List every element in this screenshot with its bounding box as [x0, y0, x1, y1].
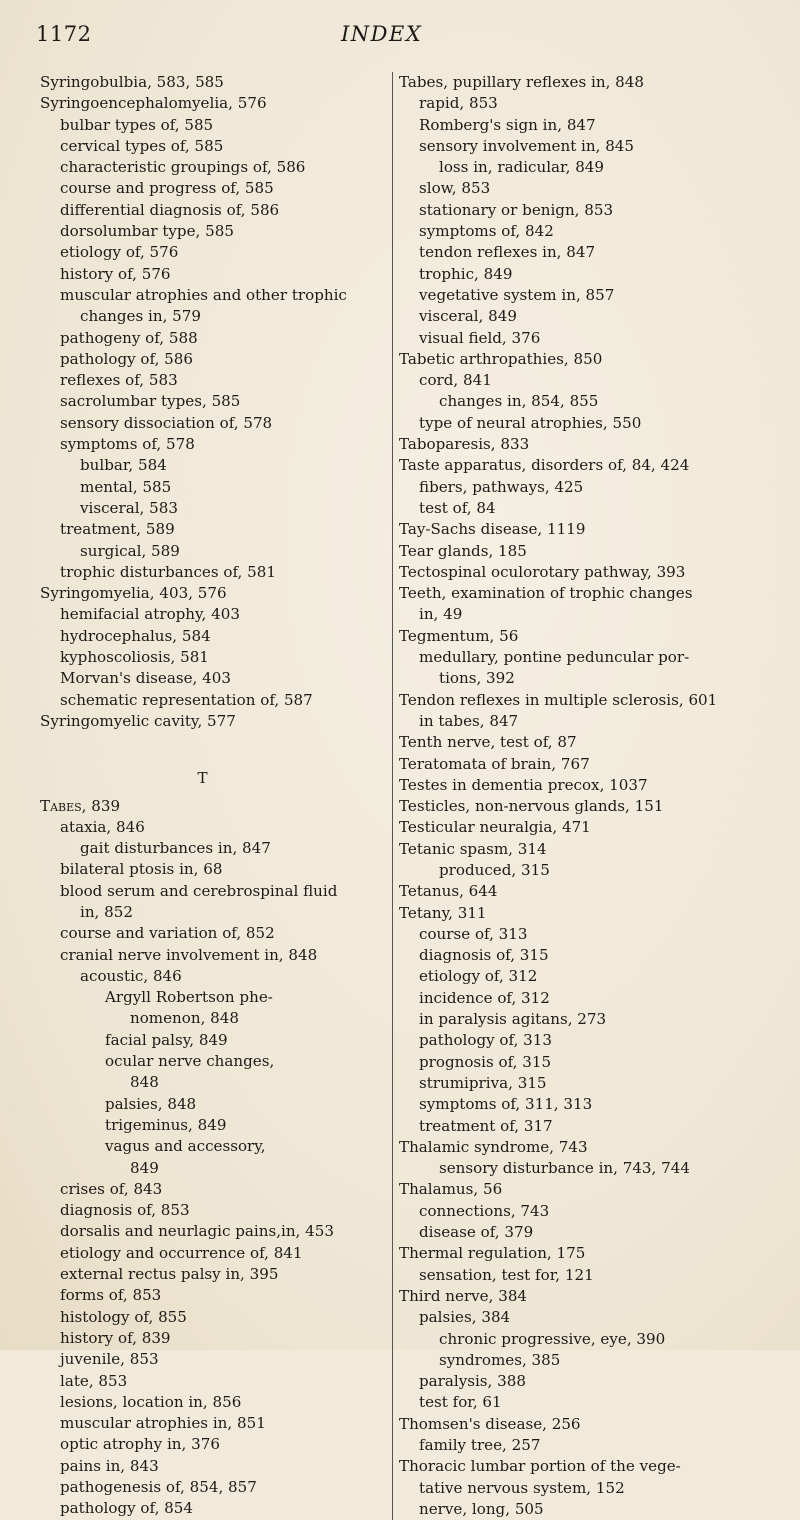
- index-subentry: visceral, 583: [80, 498, 178, 517]
- page-header: [36, 22, 780, 50]
- index-subentry: forms of, 853: [60, 1286, 162, 1305]
- index-subentry: disease of, 379: [419, 1223, 534, 1242]
- index-subentry: strumipriva, 315: [419, 1073, 547, 1092]
- index-subentry: acoustic, 846: [80, 966, 182, 985]
- index-heading: Syringomyelic cavity, 577: [40, 711, 236, 730]
- index-subentry: Romberg's sign in, 847: [419, 115, 596, 134]
- index-subentry: stationary or benign, 853: [419, 200, 614, 219]
- index-subentry: visceral, 849: [419, 307, 517, 326]
- index-column-right: [392, 72, 799, 1520]
- section-letter: T: [197, 769, 208, 788]
- page-number: 1172: [36, 22, 92, 46]
- index-heading: Tetanus, 644: [399, 882, 498, 901]
- index-subentry: changes in, 854, 855: [439, 392, 599, 411]
- index-subentry: etiology of, 576: [60, 243, 179, 262]
- index-subentry: characteristic groupings of, 586: [60, 158, 306, 177]
- index-subentry: vegetative system in, 857: [419, 285, 615, 304]
- index-subentry: dorsalis and neurlagic pains,in, 453: [60, 1222, 334, 1241]
- index-heading: Tectospinal oculorotary pathway, 393: [399, 562, 686, 581]
- index-subentry: symptoms of, 311, 313: [419, 1095, 593, 1114]
- index-subentry: histology of, 855: [60, 1307, 187, 1326]
- index-subentry: dorsolumbar type, 585: [60, 222, 234, 241]
- index-subentry: pathology of, 586: [60, 349, 193, 368]
- index-subentry: visual field, 376: [419, 328, 541, 347]
- index-subentry: loss in, radicular, 849: [439, 158, 605, 177]
- index-subentry: schematic representation of, 587: [60, 690, 313, 709]
- index-subentry: history of, 576: [60, 264, 171, 283]
- index-subentry: course and progress of, 585: [60, 179, 274, 198]
- index-subentry: optic atrophy in, 376: [60, 1435, 220, 1454]
- index-subentry: pathogenesis of, 854, 857: [60, 1478, 257, 1496]
- index-heading: Tetany, 311: [399, 903, 487, 922]
- index-subentry: kyphoscoliosis, 581: [60, 648, 209, 667]
- index-subentry: hydrocephalus, 584: [60, 626, 211, 645]
- index-subentry: trophic disturbances of, 581: [60, 562, 276, 581]
- index-subentry: prognosis of, 315: [419, 1052, 552, 1071]
- index-subentry: sacrolumbar types, 585: [60, 392, 241, 411]
- index-subentry: bulbar, 584: [80, 456, 167, 475]
- index-subentry: symptoms of, 578: [60, 435, 195, 454]
- index-heading: Thomsen's disease, 256: [399, 1414, 581, 1433]
- index-heading: Teratomata of brain, 767: [399, 754, 590, 773]
- index-subentry: treatment of, 317: [419, 1116, 553, 1135]
- index-subentry: mental, 585: [80, 477, 172, 496]
- index-heading: Thalamic syndrome, 743: [399, 1137, 588, 1156]
- index-subentry: etiology of, 312: [419, 967, 538, 986]
- index-subentry: treatment, 589: [60, 520, 175, 539]
- index-subentry: rapid, 853: [419, 94, 498, 113]
- index-subentry: sensory involvement in, 845: [419, 136, 635, 155]
- index-subentry: sensory dissociation of, 578: [60, 413, 273, 432]
- index-subentry: cervical types of, 585: [60, 136, 224, 155]
- index-subentry: nomenon, 848: [130, 1009, 239, 1028]
- index-heading: Tenth nerve, test of, 87: [399, 733, 577, 752]
- index-subentry: etiology and occurrence of, 841: [60, 1243, 303, 1262]
- index-subentry: cranial nerve involvement in, 848: [60, 945, 318, 964]
- index-subentry: fibers, pathways, 425: [419, 477, 584, 496]
- index-subentry: crises of, 843: [60, 1179, 163, 1198]
- index-heading: Tabes, pupillary reflexes in, 848: [399, 73, 644, 91]
- index-subentry: facial palsy, 849: [105, 1030, 228, 1049]
- index-subentry: bulbar types of, 585: [60, 115, 214, 134]
- index-subentry: bilateral ptosis in, 68: [60, 860, 223, 879]
- index-subentry: chronic progressive, eye, 390: [439, 1329, 666, 1348]
- index-subentry: connections, 743: [419, 1201, 550, 1220]
- index-subentry: muscular atrophies and other trophic: [60, 285, 347, 304]
- index-subentry: in tabes, 847: [419, 711, 519, 730]
- index-subentry: incidence of, 312: [419, 988, 550, 1007]
- index-subentry: diagnosis of, 853: [60, 1201, 190, 1220]
- index-subentry: sensation, test for, 121: [419, 1265, 594, 1284]
- index-heading: Testicles, non-nervous glands, 151: [399, 797, 664, 816]
- index-subentry: symptoms of, 842: [419, 222, 554, 241]
- index-subentry: test of, 84: [419, 498, 496, 517]
- index-heading: Thoracic lumbar portion of the vege-: [399, 1457, 681, 1476]
- index-subentry: course of, 313: [419, 924, 528, 943]
- index-heading: Tetanic spasm, 314: [399, 839, 547, 858]
- index-subentry: 849: [130, 1158, 159, 1177]
- section-spacer: [40, 732, 385, 746]
- index-subentry: family tree, 257: [419, 1436, 541, 1454]
- index-heading: Testicular neuralgia, 471: [399, 818, 591, 837]
- index-subentry: Morvan's disease, 403: [60, 669, 231, 688]
- index-subentry: diagnosis of, 315: [419, 946, 549, 965]
- index-subentry: slow, 853: [419, 179, 491, 198]
- index-subentry: 848: [130, 1073, 159, 1092]
- index-heading: Third nerve, 384: [399, 1286, 528, 1305]
- index-heading: Thalamus, 56: [399, 1180, 503, 1199]
- index-heading: Tegmentum, 56: [399, 626, 519, 645]
- index-heading: Taste apparatus, disorders of, 84, 424: [399, 456, 690, 475]
- index-subentry: pains in, 843: [60, 1456, 159, 1475]
- index-subentry: history of, 839: [60, 1328, 171, 1347]
- index-subentry: gait disturbances in, 847: [80, 839, 271, 858]
- index-subentry: tendon reflexes in, 847: [419, 243, 596, 262]
- index-subentry: trophic, 849: [419, 264, 513, 283]
- index-heading: Tear glands, 185: [399, 541, 527, 560]
- index-subentry: Argyll Robertson phe-: [105, 988, 273, 1007]
- index-subentry: changes in, 579: [80, 307, 201, 326]
- index-heading: Tay-Sachs disease, 1119: [399, 520, 586, 539]
- index-heading: Tendon reflexes in multiple sclerosis, 601: [399, 690, 718, 709]
- index-subentry: late, 853: [60, 1371, 128, 1390]
- index-subentry: lesions, location in, 856: [60, 1392, 242, 1411]
- index-heading: Syringobulbia, 583, 585: [40, 73, 224, 91]
- index-subentry: ataxia, 846: [60, 817, 145, 836]
- index-subentry: muscular atrophies in, 851: [60, 1414, 266, 1433]
- index-subentry: reflexes of, 583: [60, 371, 178, 390]
- index-heading: Tabes, 839: [40, 796, 121, 815]
- index-subentry: medullary, pontine peduncular por-: [419, 648, 690, 667]
- index-subentry: juvenile, 853: [60, 1350, 159, 1369]
- index-subentry: palsies, 848: [105, 1094, 197, 1113]
- index-subentry: course and variation of, 852: [60, 924, 275, 943]
- index-subentry: ocular nerve changes,: [105, 1052, 275, 1071]
- index-heading: Thermal regulation, 175: [399, 1244, 586, 1263]
- index-heading: Teeth, examination of trophic changes: [399, 584, 693, 603]
- index-subentry: cord, 841: [419, 371, 492, 390]
- index-heading: Taboparesis, 833: [399, 435, 530, 454]
- index-subentry: differential diagnosis of, 586: [60, 200, 280, 219]
- index-subentry: tions, 392: [439, 669, 515, 688]
- index-subentry: produced, 315: [439, 860, 550, 879]
- index-subentry: test for, 61: [419, 1393, 502, 1412]
- index-subentry: paralysis, 388: [419, 1372, 526, 1391]
- index-subentry: trigeminus, 849: [105, 1115, 227, 1134]
- index-subentry: nerve, long, 505: [419, 1499, 544, 1518]
- index-subentry: palsies, 384: [419, 1308, 511, 1327]
- index-subentry: blood serum and cerebrospinal fluid: [60, 881, 338, 900]
- index-subentry: sensory disturbance in, 743, 744: [439, 1159, 690, 1178]
- index-subentry: pathogeny of, 588: [60, 328, 198, 347]
- index-subentry: in, 49: [419, 605, 463, 624]
- index-subentry: tative nervous system, 152: [419, 1478, 625, 1497]
- index-subentry: pathology of, 854: [60, 1499, 193, 1518]
- index-subentry: pathology of, 313: [419, 1031, 552, 1050]
- index-subentry: vagus and accessory,: [105, 1137, 266, 1156]
- index-heading: Tabetic arthropathies, 850: [399, 349, 603, 368]
- index-subentry: in paralysis agitans, 273: [419, 1010, 607, 1029]
- index-subentry: type of neural atrophies, 550: [419, 413, 642, 432]
- index-heading: Testes in dementia precox, 1037: [399, 775, 648, 794]
- index-subentry: syndromes, 385: [439, 1350, 561, 1369]
- index-heading: Syringoencephalomyelia, 576: [40, 94, 267, 113]
- index-heading: Syringomyelia, 403, 576: [40, 584, 227, 603]
- index-column-left: [40, 72, 385, 1520]
- index-subentry: hemifacial atrophy, 403: [60, 605, 240, 624]
- index-subentry: surgical, 589: [80, 541, 180, 560]
- index-subentry: external rectus palsy in, 395: [60, 1265, 279, 1284]
- index-subentry: in, 852: [80, 902, 133, 921]
- running-title: INDEX: [341, 22, 423, 46]
